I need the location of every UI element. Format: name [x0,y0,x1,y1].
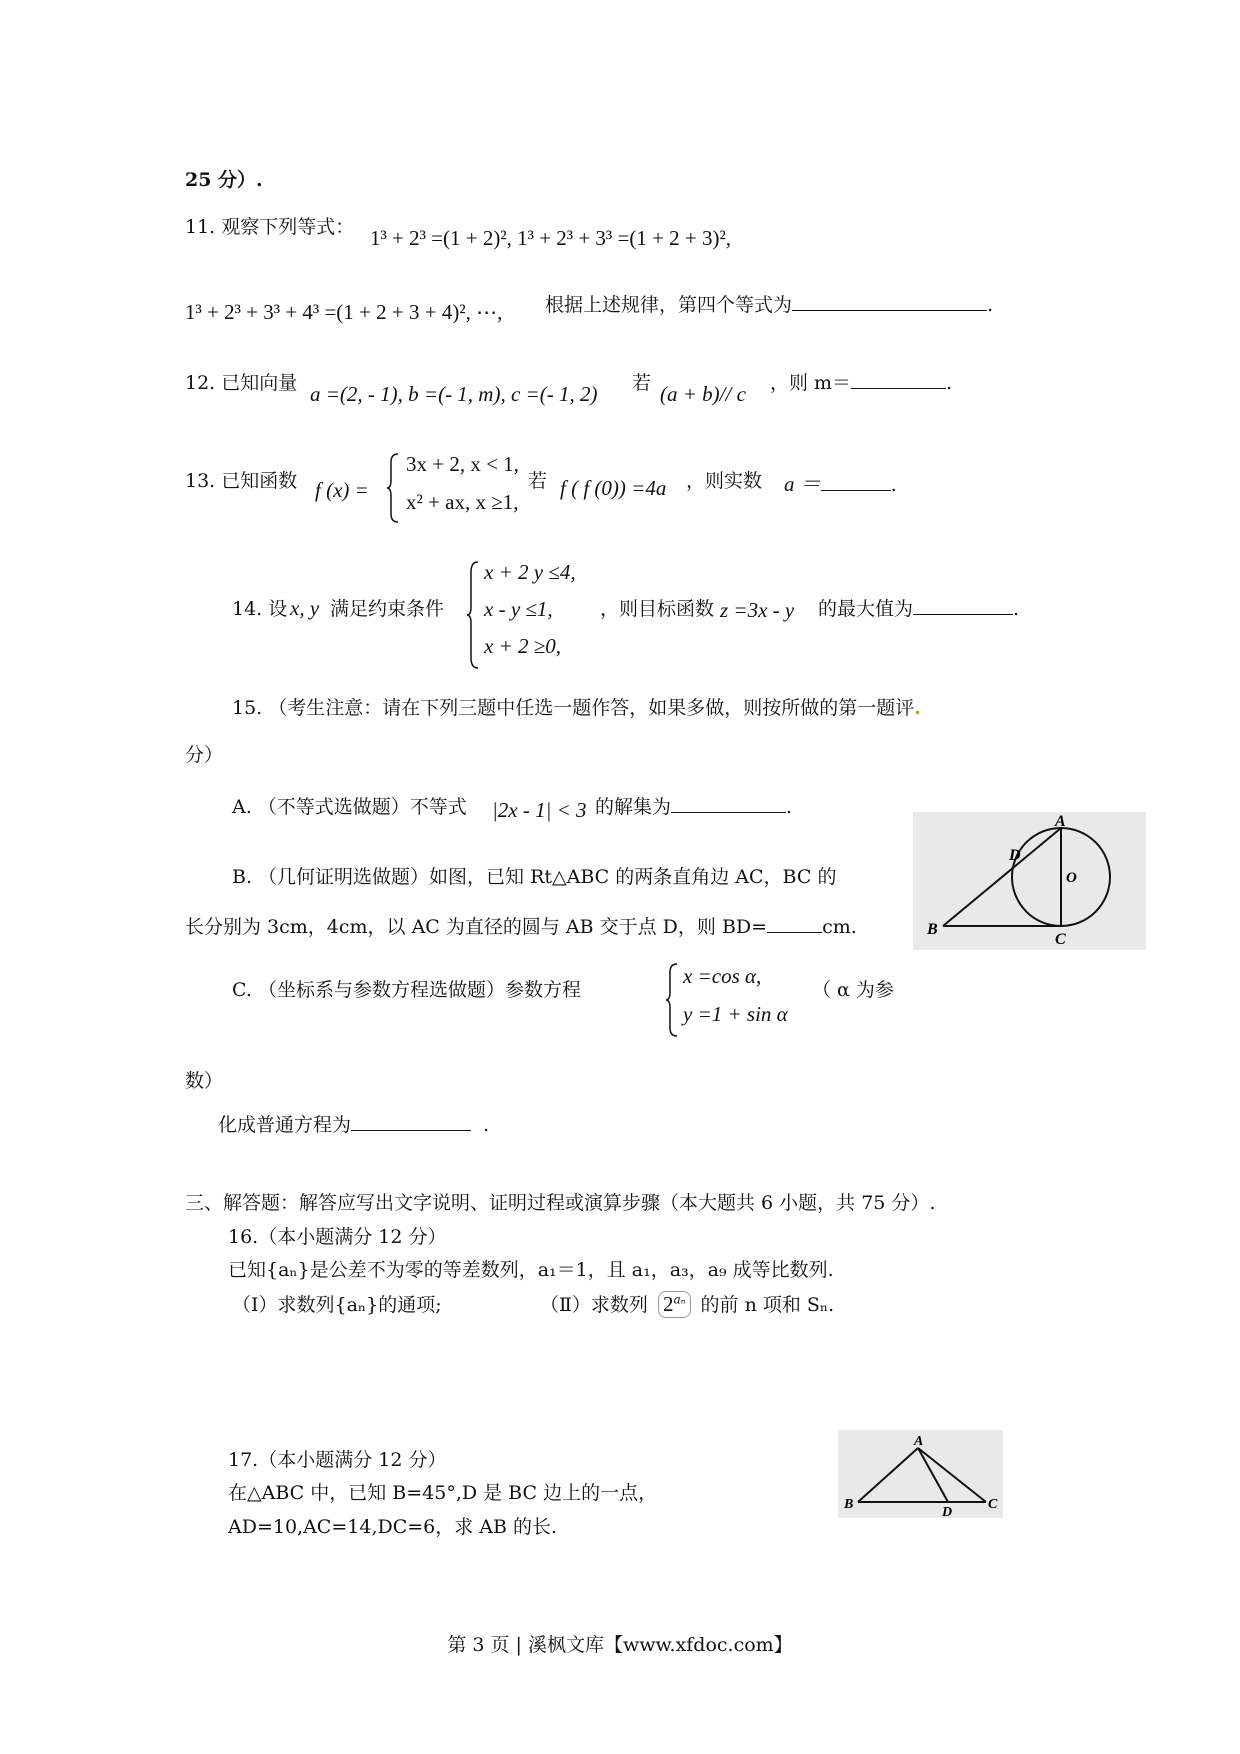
label-C: C [988,1497,998,1512]
q12-condition: (a + b)// c [660,382,746,406]
q13-tail-2: a ＝ [784,472,821,496]
answer-blank [671,794,786,813]
q14-constraints [466,560,586,670]
q15C-line-2: 数） [185,1070,224,1092]
label-D: D [942,1505,953,1518]
q15C-question [218,1110,489,1137]
q15C-line-3-end: . [483,1114,490,1136]
q15-instructions [232,693,921,720]
label-B: B [844,1497,854,1512]
q16-seq-base: 2 [662,1292,674,1316]
q13-question: a ＝ . [784,472,897,496]
q14-mid: 满足约束条件 [330,598,445,620]
q11-lead: 11. 观察下列等式： [185,216,355,238]
q15C-tail: （ α 为参 [812,979,894,1001]
q17-title: 17.（本小题满分 12 分） [228,1449,447,1471]
section-3-heading: 三、解答题：解答应写出文字说明、证明过程或演算步骤（本大题共 6 小题，共 75 分）. [185,1192,936,1214]
page-footer: 第 3 页 | 溪枫文库【www.xfdoc.com】 [447,1634,793,1656]
q15C-equation-2: y =1 + sin α [683,1002,788,1026]
label-A: A [914,1434,924,1449]
q14-constraint-3: x + 2 ≥0, [484,634,562,658]
q15A-question: 的解集为 . [595,796,793,818]
q14-constraint-1: x + 2 y ≤4, [484,560,576,584]
q15C-line-3: 化成普通方程为 [218,1114,352,1136]
q13-lead: 13. 已知函数 [185,470,298,492]
label-A: A [1055,813,1066,830]
q13-case-1: 3x + 2, x < 1, [406,452,519,476]
answer-blank [767,914,822,933]
q15B-unit: cm. [822,916,857,938]
q13-case-2: x² + ax, x ≥1, [406,490,519,514]
q15B-line-1: B. （几何证明选做题）如图，已知 Rt△ABC 的两条直角边 AC，BC 的 [232,866,837,888]
q14-objective: z =3x - y [720,598,795,622]
q15-dot: . [914,697,921,719]
q11-equation-2: 1³ + 2³ + 3³ + 4³ =(1 + 2 + 3 + 4)², ⋯, [185,300,503,324]
q16-sequence [658,1291,691,1318]
q16-seq-exp: aₙ [673,1292,686,1307]
left-brace-icon [386,452,400,524]
q16-body: 已知{aₙ}是公差不为零的等差数列，a₁＝1，且 a₁，a₃，a₉ 成等比数列. [228,1259,834,1281]
q15C-equation-1: x =cos α, [683,964,762,988]
answer-blank [792,292,987,311]
q16-part-2-lead: （Ⅱ）求数列 [540,1294,648,1316]
q15C-lead: C. （坐标系与参数方程选做题）参数方程 [232,979,581,1001]
q15A-tail: 的解集为 [595,796,672,818]
q12-tail: ，则 m＝ [770,372,852,394]
q12-vectors: a =(2, - 1), b =(- 1, m), c =(- 1, 2) [310,382,598,406]
q14-tail-1: ，则目标函数 [600,598,715,620]
q16-part-2-tail: 的前 n 项和 Sₙ. [700,1294,835,1316]
q16-part-2 [540,1290,834,1318]
q14-question: 的最大值为 . [818,598,1020,620]
answer-blank [851,370,946,389]
q15B-question [185,912,857,939]
q14-lead: 14. 设 [232,598,288,620]
q13-piecewise [386,452,546,524]
left-brace-icon [466,560,480,670]
figure-triangle [838,1430,1003,1518]
section-continuation: 25 分）. [185,169,263,191]
q14-constraint-2: x - y ≤1, [484,597,553,621]
q13-tail-1: ，则实数 [686,470,763,492]
q12-lead: 12. 已知向量 [185,372,298,394]
q12-ruo: 若 [632,372,652,394]
q16-title: 16.（本小题满分 12 分） [228,1226,447,1248]
q12-question: ，则 m＝ . [770,372,953,394]
figure-triangle-circle [913,812,1146,950]
q17-body-1: 在△ABC 中，已知 B=45°,D 是 BC 边上的一点， [228,1482,658,1504]
answer-blank [913,596,1013,615]
q11-tail: 根据上述规律，第四个等式为 [545,294,793,316]
triangle-diagram [838,1430,1003,1518]
q15A-lead: A. （不等式选做题）不等式 [232,796,467,818]
label-C: C [1055,931,1066,948]
q15A-inequality: |2x - 1| < 3 [492,798,587,822]
q15-line-2: 分） [185,744,224,766]
answer-blank [821,472,891,491]
left-brace-icon [665,962,679,1038]
q15-line-1: 15. （考生注意：请在下列三题中任选一题作答，如果多做，则按所做的第一题评 [232,697,915,719]
q13-fx: f (x) = [315,478,369,502]
q15B-line-2: 长分别为 3cm，4cm，以 AC 为直径的圆与 AB 交于点 D，则 BD= [185,916,768,938]
triangle-circle-diagram [913,812,1146,950]
q13-ruo: 若 [528,470,548,492]
label-O: O [1066,870,1077,886]
q16-part-1: （Ⅰ）求数列{aₙ}的通项; [232,1294,442,1316]
answer-blank [351,1112,471,1131]
label-D: D [1009,847,1021,864]
q14-xy: x, y [290,596,320,620]
label-B: B [927,921,938,938]
q11-equation-1: 1³ + 2³ =(1 + 2)², 1³ + 2³ + 3³ =(1 + 2 + 3)², [370,226,732,250]
q13-condition: f ( f (0)) =4a [560,476,667,500]
q14-tail-2: 的最大值为 [818,598,914,620]
q15C-parametric [665,962,805,1038]
q17-body-2: AD=10,AC=14,DC=6，求 AB 的长. [228,1516,558,1538]
q11-question: 根据上述规律，第四个等式为 . [545,294,994,316]
